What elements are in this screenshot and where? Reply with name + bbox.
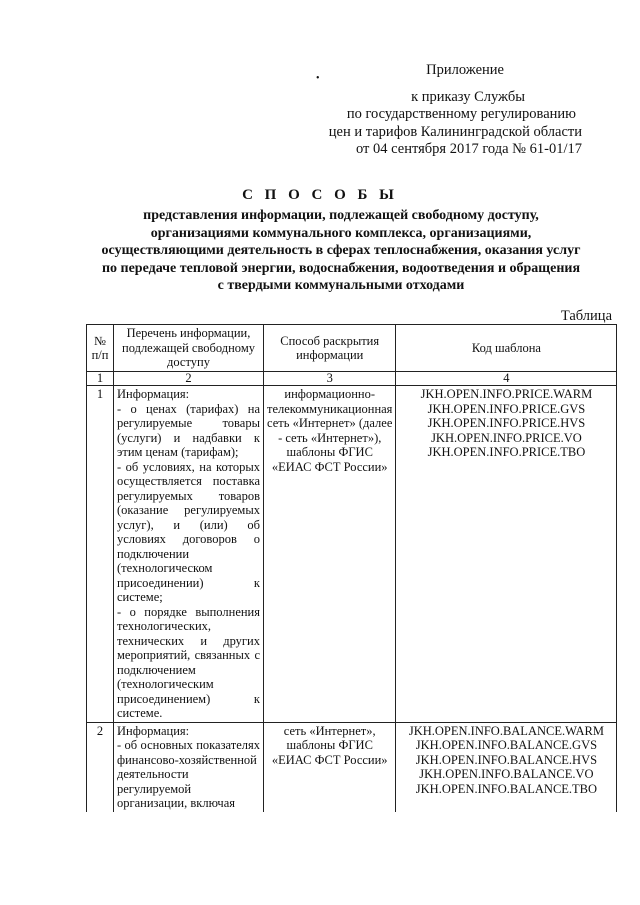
template-code: JKH.OPEN.INFO.PRICE.TBO xyxy=(427,445,586,459)
method-cell: сеть «Интернет», шаблоны ФГИС «ЕИАС ФСТ России» xyxy=(264,722,396,812)
info-paragraph: - об основных показателях финансово-хозяйственной деятельности регулируемой организации, включая xyxy=(117,738,260,810)
appendix-line: по государственному регулированию xyxy=(346,106,576,122)
template-code: JKH.OPEN.INFO.BALANCE.HVS xyxy=(415,752,598,767)
appendix-header xyxy=(300,62,610,159)
appendix-line: от 04 сентября 2017 года № 61-01/17 xyxy=(356,141,582,157)
info-cell xyxy=(114,386,264,723)
table-row xyxy=(87,722,617,812)
header-info-list: Перечень информации, подлежащей свободному доступу xyxy=(114,325,264,372)
info-paragraph: - о порядке выполнения технологических, технических и других мероприятий, связанных с подключением (технологическим присоединением) к системе. xyxy=(117,604,260,720)
table-caption: Таблица xyxy=(560,308,612,324)
column-number: 2 xyxy=(114,372,264,386)
appendix-line: к приказу Службы xyxy=(411,88,525,105)
column-number: 3 xyxy=(264,372,396,386)
template-code: JKH.OPEN.INFO.BALANCE.WARM xyxy=(408,723,604,738)
table-header-row xyxy=(87,325,617,372)
column-number: 4 xyxy=(396,372,617,386)
codes-cell xyxy=(396,722,617,812)
template-code: JKH.OPEN.INFO.PRICE.GVS xyxy=(427,401,586,416)
table-row xyxy=(87,386,617,723)
template-code: JKH.OPEN.INFO.BALANCE.TBO xyxy=(415,781,598,796)
document-subtitle: представления информации, подлежащей свободному доступу, организациями коммунального комплекса, организациями, осуществляющими деятельность в сферах теплоснабжения, оказания услуг по передаче тепловой энергии, водоснабжения, водоотведения и обращения с твердыми коммунальными отходами xyxy=(101,208,581,293)
info-paragraph: Информация: xyxy=(117,387,190,401)
info-paragraph: Информация: xyxy=(117,723,190,738)
column-number-row xyxy=(87,372,617,386)
appendix-line: цен и тарифов Калининградской области xyxy=(328,123,582,140)
row-number: 1 xyxy=(87,386,114,723)
document-title: С П О С О Б Ы xyxy=(242,187,398,203)
column-number: 1 xyxy=(87,372,114,386)
template-code: JKH.OPEN.INFO.PRICE.VO xyxy=(431,430,582,445)
method-cell: информационно-телекоммуникационная сеть «Интернет» (далее - сеть «Интернет»), шаблоны ФГИС «ЕИАС ФСТ России» xyxy=(264,386,396,723)
appendix-title: Приложение xyxy=(426,62,504,78)
row-number: 2 xyxy=(87,722,114,812)
header-template-code: Код шаблона xyxy=(396,325,617,372)
template-code: JKH.OPEN.INFO.PRICE.HVS xyxy=(427,416,586,430)
template-code: JKH.OPEN.INFO.PRICE.WARM xyxy=(420,387,593,401)
stray-mark: • xyxy=(316,73,320,84)
info-paragraph: - о ценах (тарифах) на регулируемые товары (услуги) и надбавки к этим ценам (тарифам); xyxy=(117,401,260,459)
header-number: № п/п xyxy=(87,325,114,372)
methods-table xyxy=(86,324,617,812)
info-cell xyxy=(114,722,264,812)
template-code: JKH.OPEN.INFO.BALANCE.VO xyxy=(419,767,594,781)
info-paragraph: - об условиях, на которых осуществляется поставка регулируемых товаров (оказание регулируемых услуг), и (или) об условиях договоров о подключении (технологическом присоединении) к системе; xyxy=(117,459,260,604)
header-disclosure-method: Способ раскрытия информации xyxy=(264,325,396,372)
template-code: JKH.OPEN.INFO.BALANCE.GVS xyxy=(415,738,598,752)
codes-cell xyxy=(396,386,617,723)
